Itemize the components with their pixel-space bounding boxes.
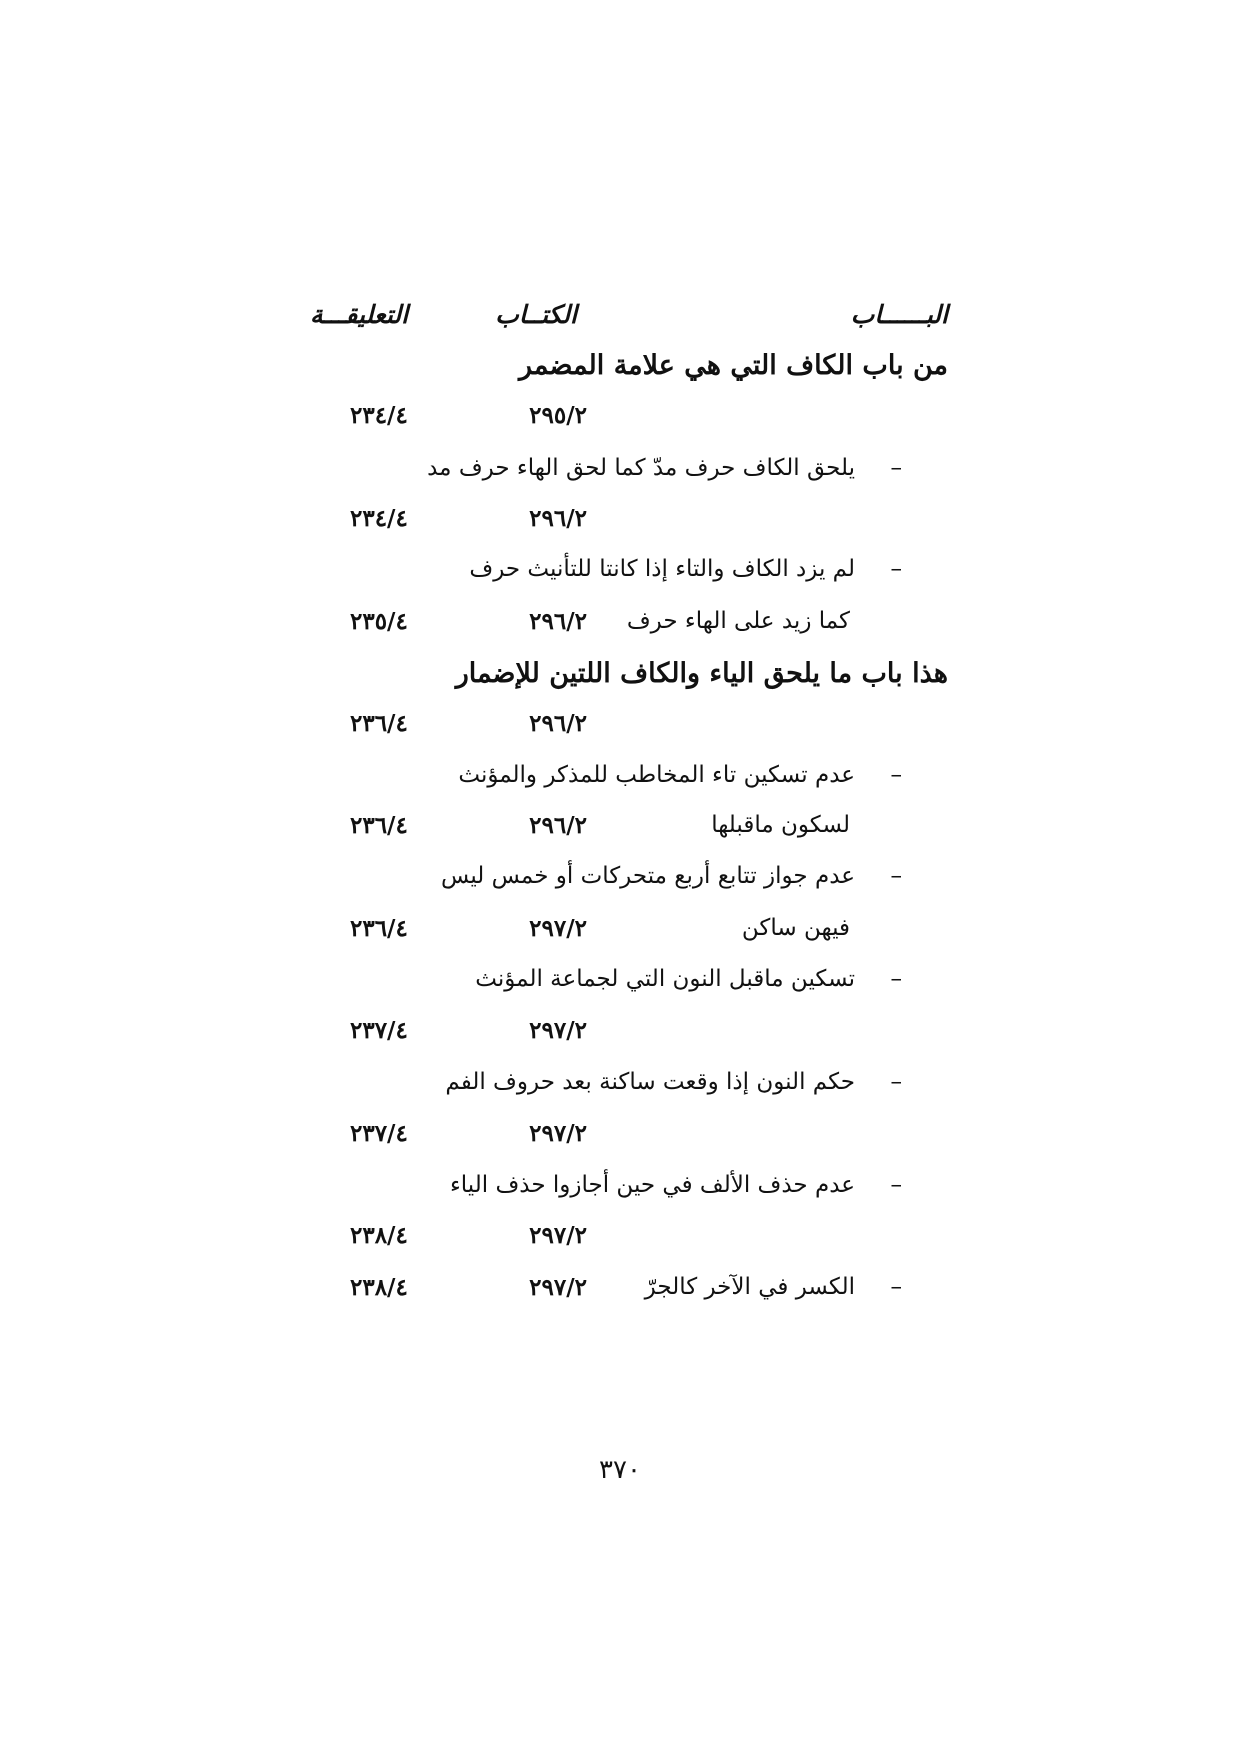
kitab-ref: ٢٩٧/٢	[529, 915, 587, 942]
kitab-ref: ٢٩٦/٢	[529, 710, 587, 737]
item-dash: –	[890, 1069, 902, 1095]
page-number: ٣٧٠	[599, 1455, 641, 1485]
taliqa-ref: ٢٣٨/٤	[350, 1274, 408, 1301]
kitab-ref: ٢٩٦/٢	[529, 608, 587, 635]
taliqa-ref: ٢٣٥/٤	[350, 608, 408, 635]
taliqa-ref: ٢٣٧/٤	[350, 1017, 408, 1044]
section-title-1: من باب الكاف التي هي علامة المضمر	[519, 350, 948, 381]
index-item: عدم حذف الألف في حين أجازوا حذف الياء	[449, 1172, 855, 1198]
section-title-2: هذا باب ما يلحق الياء والكاف اللتين للإضمار	[455, 658, 948, 689]
item-dash: –	[890, 1274, 902, 1300]
index-item: حكم النون إذا وقعت ساكنة بعد حروف الفم	[445, 1069, 855, 1095]
index-item-continuation: فيهن ساكن	[741, 915, 850, 941]
kitab-ref: ٢٩٧/٢	[529, 1274, 587, 1301]
item-dash: –	[890, 455, 902, 481]
index-item: لم يزد الكاف والتاء إذا كانتا للتأنيث حرف	[469, 556, 855, 582]
item-dash: –	[890, 863, 902, 889]
header-kitab: الكتــاب	[495, 300, 577, 329]
kitab-ref: ٢٩٦/٢	[529, 505, 587, 532]
index-item-continuation: كما زيد على الهاء حرف	[626, 608, 850, 634]
taliqa-ref: ٢٣٤/٤	[350, 505, 408, 532]
taliqa-ref: ٢٣٧/٤	[350, 1120, 408, 1147]
index-item: عدم جواز تتابع أربع متحركات أو خمس ليس	[441, 863, 855, 889]
item-dash: –	[890, 762, 902, 788]
index-item: عدم تسكين تاء المخاطب للمذكر والمؤنث	[458, 762, 855, 788]
taliqa-ref: ٢٣٦/٤	[350, 915, 408, 942]
taliqa-ref: ٢٣٦/٤	[350, 812, 408, 839]
kitab-ref: ٢٩٦/٢	[529, 812, 587, 839]
kitab-ref: ٢٩٧/٢	[529, 1222, 587, 1249]
item-dash: –	[890, 966, 902, 992]
kitab-ref: ٢٩٧/٢	[529, 1120, 587, 1147]
index-item-continuation: لسكون ماقبلها	[711, 812, 850, 838]
index-item: الكسر في الآخر كالجرّ	[644, 1274, 855, 1300]
header-bab: البــــــاب	[850, 300, 948, 329]
kitab-ref: ٢٩٥/٢	[529, 402, 587, 429]
kitab-ref: ٢٩٧/٢	[529, 1017, 587, 1044]
index-item: يلحق الكاف حرف مدّ كما لحق الهاء حرف مد	[427, 455, 855, 481]
item-dash: –	[890, 1172, 902, 1198]
index-item: تسكين ماقبل النون التي لجماعة المؤنث	[475, 966, 855, 992]
item-dash: –	[890, 556, 902, 582]
taliqa-ref: ٢٣٦/٤	[350, 710, 408, 737]
taliqa-ref: ٢٣٨/٤	[350, 1222, 408, 1249]
taliqa-ref: ٢٣٤/٤	[350, 402, 408, 429]
header-taliqa: التعليقـــة	[310, 300, 409, 329]
